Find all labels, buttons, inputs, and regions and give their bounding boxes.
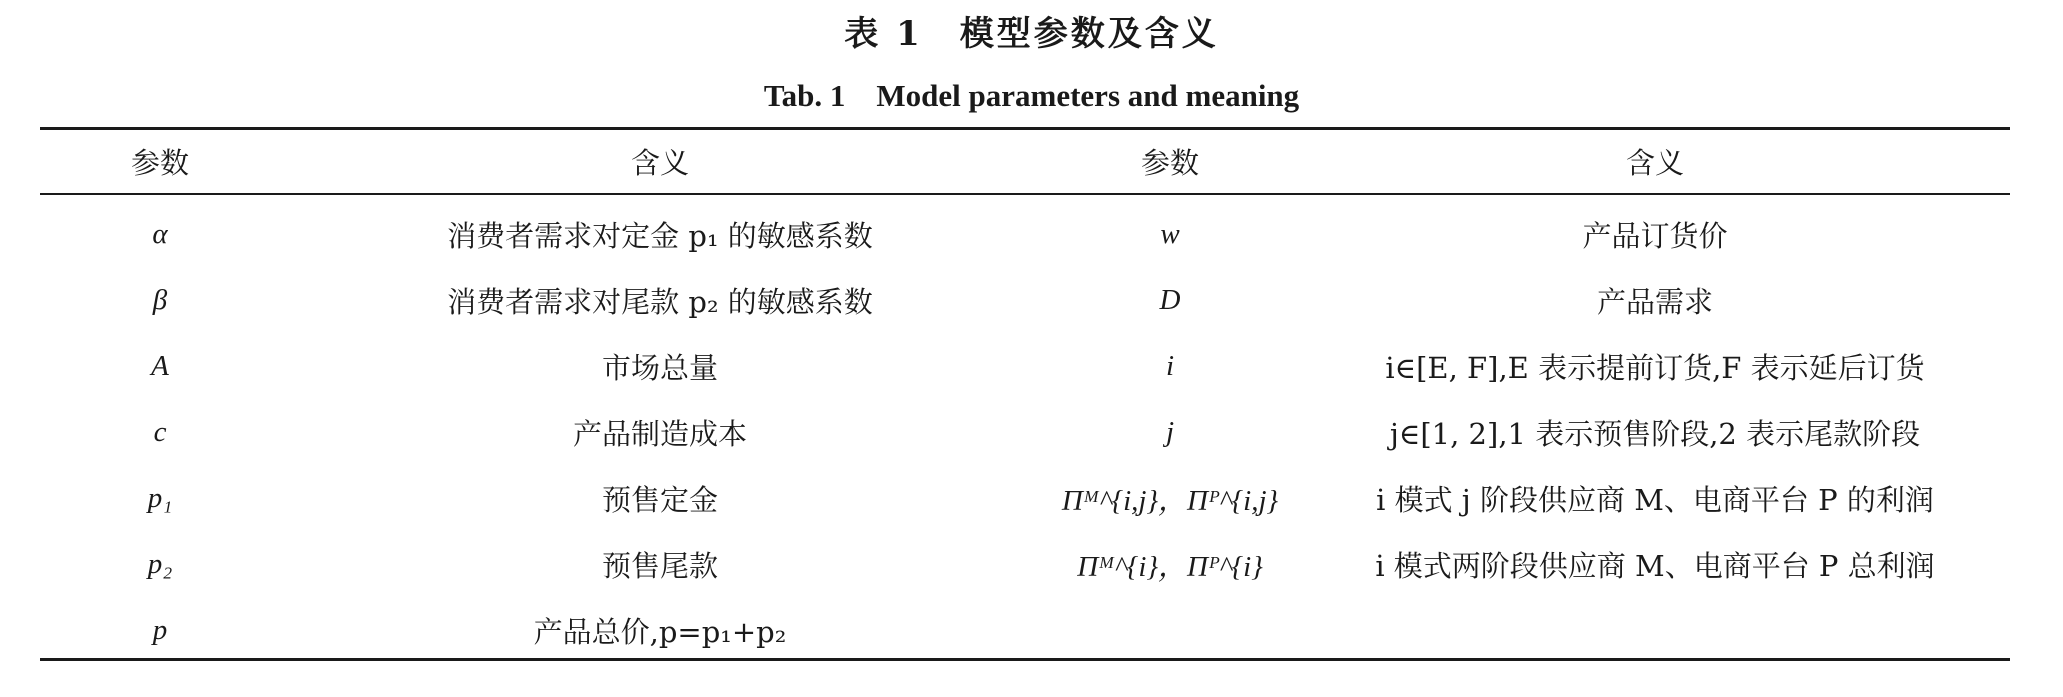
param-cell: j [1165, 415, 1175, 448]
param-cell: p [152, 613, 168, 646]
parameter-table [40, 130, 2010, 663]
header-meaning-2: 含义 [1625, 146, 1684, 180]
header-parameter: 参数 [130, 146, 189, 180]
table-row [40, 267, 2010, 333]
header-row [40, 130, 2010, 193]
param-cell: p₂ [147, 547, 173, 580]
param-cell: Πᴹ^{i}，Πᴾ^{i} [1077, 550, 1263, 583]
meaning-cell: i 模式 j 阶段供应商 M、电商平台 P 的利润 [1376, 482, 1934, 517]
meaning-cell: 产品制造成本 [572, 416, 747, 451]
table-row [40, 597, 2010, 663]
meaning-cell: 产品订货价 [1582, 218, 1728, 253]
table-row [40, 531, 2010, 597]
param-cell: A [151, 349, 169, 382]
header-parameter-2: 参数 [1140, 146, 1199, 180]
param-cell [1040, 597, 1300, 663]
table-row [40, 399, 2010, 465]
table-row [40, 465, 2010, 531]
param-cell: c [153, 415, 167, 448]
param-cell: D [1159, 283, 1181, 316]
meaning-cell: 产品需求 [1596, 284, 1713, 319]
meaning-cell: 产品总价,p=p₁+p₂ [533, 614, 787, 649]
table-caption-en: Tab. 1 Model parameters and meaning [763, 78, 1300, 113]
meaning-cell: 消费者需求对尾款 p₂ 的敏感系数 [447, 284, 873, 319]
param-cell: α [152, 217, 168, 250]
param-cell: β [152, 283, 168, 316]
meaning-cell [1300, 597, 2010, 663]
table-row [40, 333, 2010, 399]
param-cell: p₁ [147, 481, 173, 514]
meaning-cell: j∈[1, 2],1 表示预售阶段,2 表示尾款阶段 [1389, 416, 1921, 451]
meaning-cell: i 模式两阶段供应商 M、电商平台 P 总利润 [1375, 548, 1935, 583]
param-cell: i [1165, 349, 1175, 382]
header-meaning: 含义 [630, 146, 689, 180]
param-cell: w [1160, 217, 1180, 250]
meaning-cell: 消费者需求对定金 p₁ 的敏感系数 [447, 218, 873, 253]
param-cell: Πᴹ^{i,j}，Πᴾ^{i,j} [1061, 484, 1279, 517]
meaning-cell: 预售尾款 [601, 548, 718, 583]
meaning-cell: 预售定金 [601, 482, 718, 517]
meaning-cell: 市场总量 [601, 350, 718, 385]
meaning-cell: i∈[E, F],E 表示提前订货,F 表示延后订货 [1385, 350, 1925, 385]
table-caption-cn: 表 1 模型参数及含义 [844, 14, 1219, 54]
table-row [40, 193, 2010, 267]
